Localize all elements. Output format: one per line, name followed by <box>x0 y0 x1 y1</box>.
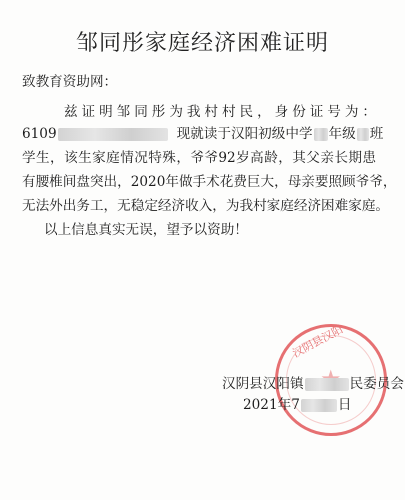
salutation: 致教育资助网： <box>22 74 118 90</box>
body-line-2 <box>22 122 383 142</box>
body-closing: 以上信息真实无误，望予以资助！ <box>44 222 248 238</box>
redaction-class <box>357 128 369 141</box>
school-text: 现就读于汉阳初级中学 <box>176 126 313 142</box>
org-name-part-1: 汉阴县汉阳镇 <box>222 376 304 392</box>
issue-date <box>243 393 351 413</box>
date-part-1: 2021年7 <box>243 397 300 413</box>
redaction-village <box>305 378 349 391</box>
redaction-id-number <box>58 128 168 141</box>
body-line-4: 有腰椎间盘突出，2020年做手术花费巨大，母亲要照顾爷爷， <box>22 174 397 190</box>
seal-text: 汉阴县汉阳 <box>290 322 346 361</box>
body-line-5: 无法外出务工，无稳定经济收入，为我村家庭经济困难家庭。 <box>22 198 390 214</box>
grade-text: 年级 <box>328 126 356 142</box>
id-number-prefix: 6109 <box>22 126 57 142</box>
document-title: 邹同彤家庭经济困难证明 <box>75 31 329 56</box>
date-part-2: 日 <box>337 397 352 413</box>
redaction-grade <box>314 128 328 141</box>
class-text: 班 <box>369 126 384 142</box>
org-name-part-2: 民委员会 <box>349 376 404 392</box>
body-line-3: 学生，该生家庭情况特殊，爷爷92岁高龄，其父亲长期患 <box>22 150 376 166</box>
redaction-date <box>301 399 337 412</box>
issuing-organization <box>222 372 404 392</box>
body-line-1: 兹证明邹同彤为我村村民，身份证号为： <box>64 104 376 120</box>
